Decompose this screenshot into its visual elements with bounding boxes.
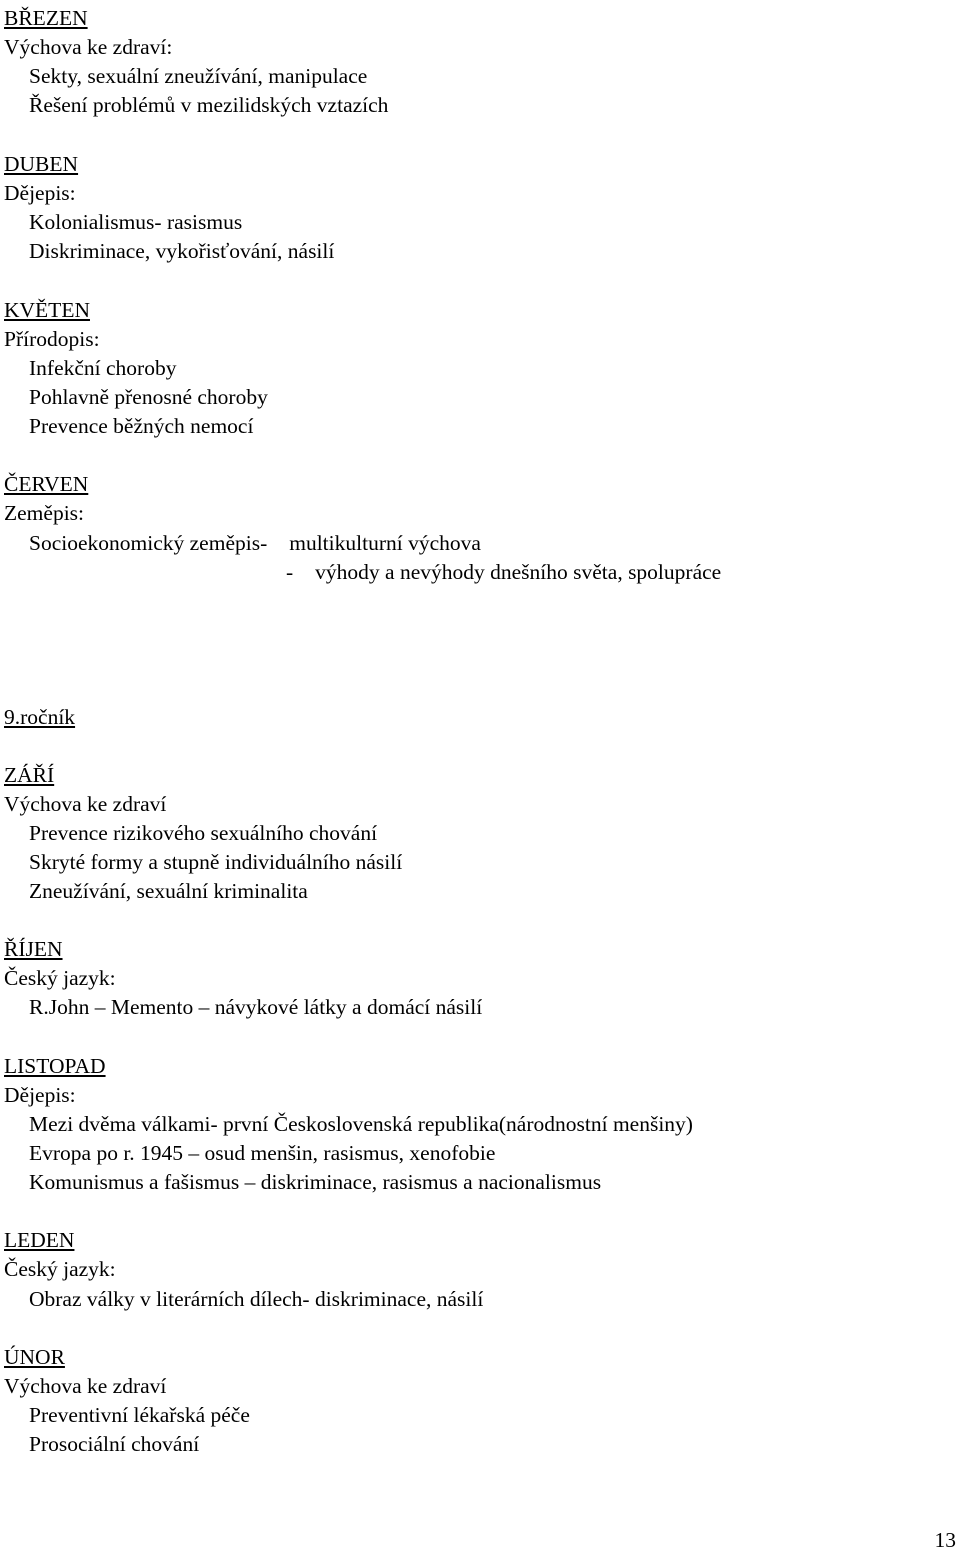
- topic-item: Infekční choroby: [29, 356, 177, 380]
- subject-label: Zeměpis:: [4, 501, 85, 525]
- subject-label: Výchova ke zdraví:: [4, 35, 173, 59]
- subject-label: Dějepis:: [4, 1083, 76, 1107]
- topic-item-part: Socioekonomický zeměpis-: [29, 531, 268, 555]
- topic-item: Zneužívání, sexuální kriminalita: [29, 879, 308, 903]
- subject-label: Český jazyk:: [4, 1257, 116, 1281]
- subject-label: Výchova ke zdraví: [4, 1374, 167, 1398]
- list-dash: -: [286, 560, 294, 584]
- topic-item: Evropa po r. 1945 – osud menšin, rasismus, xenofobie: [29, 1141, 496, 1165]
- topic-item: Diskriminace, vykořisťování, násilí: [29, 239, 335, 263]
- topic-item: Sekty, sexuální zneužívání, manipulace: [29, 64, 368, 88]
- topic-item: Preventivní lékařská péče: [29, 1403, 250, 1427]
- page-number: 13: [934, 1528, 956, 1552]
- topic-item: Mezi dvěma válkami- první Československá republika(národnostní menšiny): [29, 1112, 693, 1136]
- topic-item-part: multikulturní výchova: [289, 531, 481, 555]
- subject-label: Výchova ke zdraví: [4, 792, 167, 816]
- month-heading-cerven: ČERVEN: [4, 472, 89, 496]
- month-heading-listopad: LISTOPAD: [4, 1054, 106, 1078]
- month-heading-unor: ÚNOR: [4, 1345, 65, 1369]
- month-heading-rijen: ŘÍJEN: [4, 937, 63, 961]
- topic-item: Prosociální chování: [29, 1432, 200, 1456]
- topic-item-part: výhody a nevýhody dnešního světa, spolupráce: [315, 560, 722, 584]
- topic-item: [29, 530, 481, 556]
- topic-item: Kolonialismus- rasismus: [29, 210, 243, 234]
- subject-label: Český jazyk:: [4, 966, 116, 990]
- topic-item: Prevence rizikového sexuálního chování: [29, 821, 378, 845]
- subject-label: Přírodopis:: [4, 327, 100, 351]
- subject-label: Dějepis:: [4, 181, 76, 205]
- topic-item: Skryté formy a stupně individuálního násilí: [29, 850, 403, 874]
- topic-item: Řešení problémů v mezilidských vztazích: [29, 93, 389, 117]
- month-heading-duben: DUBEN: [4, 152, 79, 176]
- topic-item: Obraz války v literárních dílech- diskriminace, násilí: [29, 1287, 484, 1311]
- month-heading-kveten: KVĚTEN: [4, 298, 90, 322]
- topic-item: R.John – Memento – návykové látky a domácí násilí: [29, 995, 483, 1019]
- topic-item: Pohlavně přenosné choroby: [29, 385, 268, 409]
- month-heading-leden: LEDEN: [4, 1228, 75, 1252]
- month-heading-zari: ZÁŘÍ: [4, 763, 55, 787]
- month-heading-brezen: BŘEZEN: [4, 6, 88, 30]
- topic-item: Komunismus a fašismus – diskriminace, rasismus a nacionalismus: [29, 1170, 602, 1194]
- topic-item: Prevence běžných nemocí: [29, 414, 254, 438]
- topic-item: [286, 559, 721, 585]
- grade-heading: 9.ročník: [4, 705, 76, 729]
